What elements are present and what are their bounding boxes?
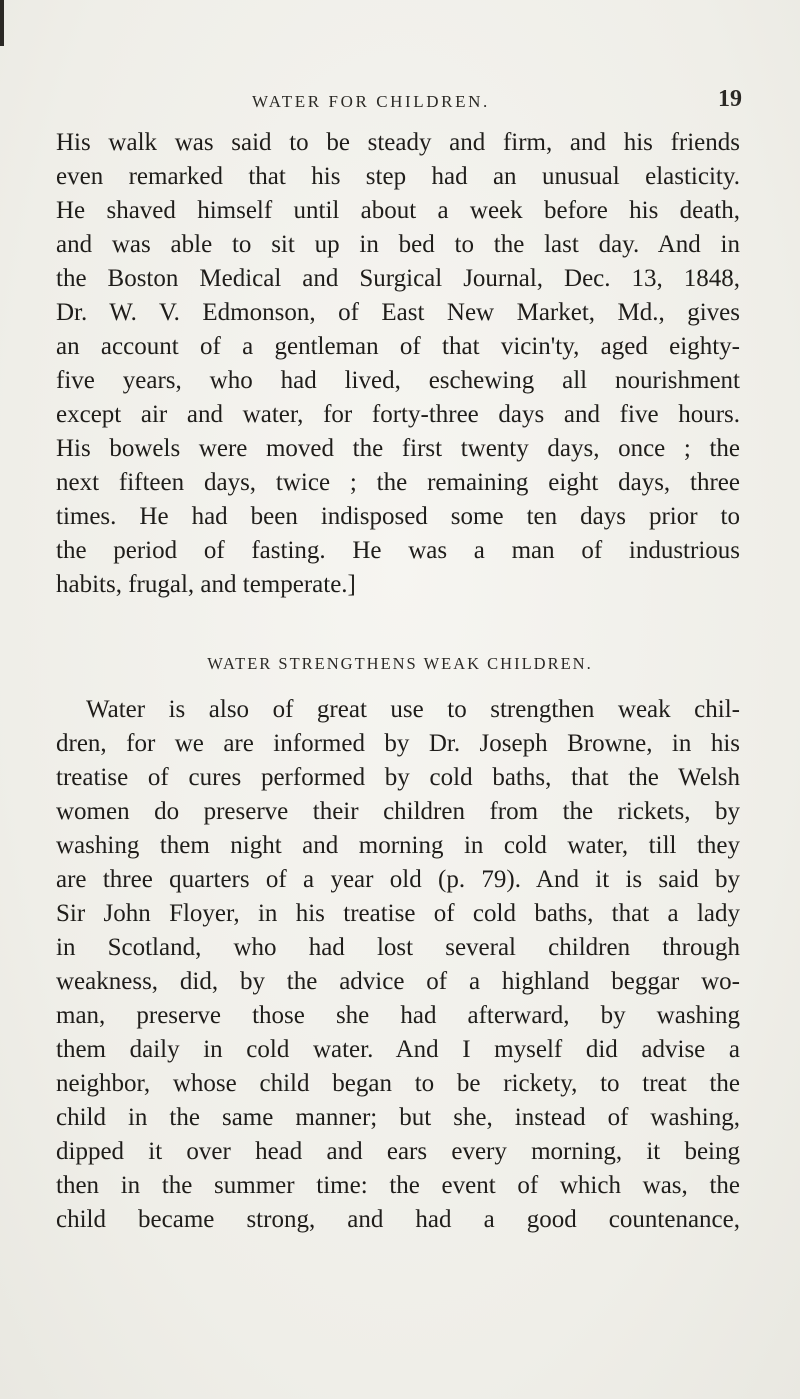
page-number: 19 <box>718 86 742 112</box>
text-line: His bowels were moved the first twenty days, once ; the <box>56 435 740 462</box>
paragraph-water-strengthens <box>56 693 740 1237</box>
running-head <box>0 86 800 116</box>
text-line: the Boston Medical and Surgical Journal, Dec. 13, 1848, <box>56 265 740 292</box>
text-line: dren, for we are informed by Dr. Joseph Browne, in his <box>56 730 740 757</box>
section-heading: WATER STRENGTHENS WEAK CHILDREN. <box>207 654 593 673</box>
text-line: women do preserve their children from the rickets, by <box>56 798 740 825</box>
text-line: next fifteen days, twice ; the remaining eight days, three <box>56 469 740 496</box>
text-line: five years, who had lived, eschewing all nourishment <box>56 367 740 394</box>
text-line: them daily in cold water. And I myself did advise a <box>56 1036 740 1063</box>
text-line: weakness, did, by the advice of a highland beggar wo- <box>56 968 740 995</box>
text-line: His walk was said to be steady and firm, and his friends <box>56 129 740 156</box>
text-line: Water is also of great use to strengthen weak chil- <box>86 696 740 723</box>
text-line: He shaved himself until about a week before his death, <box>56 197 740 224</box>
text-line: times. He had been indisposed some ten days prior to <box>56 503 740 530</box>
running-title: WATER FOR CHILDREN. <box>252 92 490 111</box>
text-line: the period of fasting. He was a man of industrious <box>56 537 740 564</box>
text-line: then in the summer time: the event of which was, the <box>56 1172 740 1199</box>
text-line: neighbor, whose child began to be rickety, to treat the <box>56 1070 740 1097</box>
text-line: except air and water, for forty-three days and five hours. <box>56 401 740 428</box>
text-line: dipped it over head and ears every morning, it being <box>56 1138 740 1165</box>
text-line: washing them night and morning in cold water, till they <box>56 832 740 859</box>
text-line: even remarked that his step had an unusual elasticity. <box>56 163 740 190</box>
text-line: Sir John Floyer, in his treatise of cold baths, that a lady <box>56 900 740 927</box>
text-line: man, preserve those she had afterward, by washing <box>56 1002 740 1029</box>
scan-edge-mark <box>0 0 4 46</box>
text-line: in Scotland, who had lost several children through <box>56 934 740 961</box>
text-line: child became strong, and had a good countenance, <box>56 1206 740 1233</box>
text-line: habits, frugal, and temperate.] <box>56 571 356 598</box>
text-line: treatise of cures performed by cold baths, that the Welsh <box>56 764 740 791</box>
text-line: and was able to sit up in bed to the last day. And in <box>56 231 740 258</box>
text-line: child in the same manner; but she, instead of washing, <box>56 1104 740 1131</box>
text-line: are three quarters of a year old (p. 79). And it is said by <box>56 866 740 893</box>
paragraph-continued <box>56 126 740 602</box>
text-line: an account of a gentleman of that vicin'ty, aged eighty- <box>56 333 740 360</box>
text-line: Dr. W. V. Edmonson, of East New Market, Md., gives <box>56 299 740 326</box>
